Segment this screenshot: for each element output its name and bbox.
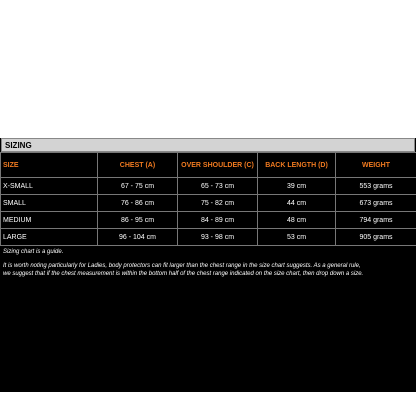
cell-chest: 86 - 95 cm — [98, 212, 178, 229]
header-over-shoulder: OVER SHOULDER (C) — [178, 153, 258, 178]
cell-back-length: 39 cm — [258, 178, 336, 195]
sizing-heading-bar — [1, 138, 415, 152]
table-row — [1, 195, 416, 212]
cell-weight: 673 grams — [336, 195, 416, 212]
note-ladies-fit — [3, 262, 363, 278]
cell-size: SMALL — [1, 195, 98, 212]
header-back-length: BACK LENGTH (D) — [258, 153, 336, 178]
table-row — [1, 212, 416, 229]
cell-over-shoulder: 93 - 98 cm — [178, 229, 258, 246]
header-weight: WEIGHT — [336, 153, 416, 178]
header-size: SIZE — [1, 153, 98, 178]
cell-over-shoulder: 84 - 89 cm — [178, 212, 258, 229]
cell-over-shoulder: 65 - 73 cm — [178, 178, 258, 195]
cell-back-length: 48 cm — [258, 212, 336, 229]
cell-weight: 794 grams — [336, 212, 416, 229]
table-row — [1, 229, 416, 246]
table-header-row — [1, 153, 416, 178]
cell-back-length: 44 cm — [258, 195, 336, 212]
note-ladies-line-1: It is worth noting particularly for Ladies, body protectors can fit larger than the chest range in the size chart suggests. As a general rule, — [3, 263, 361, 269]
cell-chest: 96 - 104 cm — [98, 229, 178, 246]
cell-weight: 905 grams — [336, 229, 416, 246]
cell-size: X-SMALL — [1, 178, 98, 195]
cell-over-shoulder: 75 - 82 cm — [178, 195, 258, 212]
cell-size: LARGE — [1, 229, 98, 246]
note-ladies-line-2: we suggest that if the chest measurement is within the bottom half of the chest range indicated on the size chart, then drop down a size. — [3, 271, 364, 277]
sizing-heading: SIZING — [5, 141, 32, 150]
cell-back-length: 53 cm — [258, 229, 336, 246]
size-chart-table — [0, 152, 416, 246]
note-sizing-guide: Sizing chart is a guide. — [3, 249, 64, 255]
cell-size: MEDIUM — [1, 212, 98, 229]
header-chest: CHEST (A) — [98, 153, 178, 178]
cell-chest: 67 - 75 cm — [98, 178, 178, 195]
sizing-panel — [0, 138, 416, 392]
cell-chest: 76 - 86 cm — [98, 195, 178, 212]
table-row — [1, 178, 416, 195]
cell-weight: 553 grams — [336, 178, 416, 195]
